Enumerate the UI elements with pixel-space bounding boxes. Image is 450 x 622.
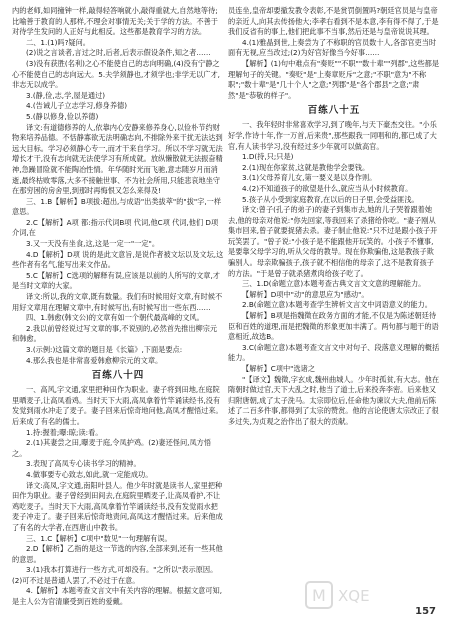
- item-text: 三、1.D(命题立意)本题考查古典文言文文意的理解能力。: [242, 279, 426, 289]
- item-text: 1.D(持,只;只是): [242, 152, 294, 162]
- intro-paragraph: 内的老师,如同撞钟一样,敲得轻答响就小,敲得重就大,自然地等待;比喻善于教育的人那样,不理会对事情无关;关于学的方法。不善于对待学生发问的人正好与此相反。这些都是教育学习的方法。: [12, 6, 218, 37]
- item-text: 4.(1)雅晶到世,上奏尝为了不称职的官员数十人,各部官吏当时面有无视,应当改过;(2)为好官好像当今好事……: [228, 37, 437, 58]
- item-text: 5.(静以修身,俭以养德): [26, 111, 99, 121]
- item-text: 三、1.B【解析】B项拔:超出,与成语"出类拔萃"的"拔"字,一样意思。: [12, 196, 222, 217]
- item-text: 四、1.韩愈(韩文公)的文章有如一个朝代最高峰的文风。: [26, 313, 204, 323]
- translation-paragraph: 译文:高凤,字文通,南阳叶县人。他少年时就是读书人,家里把种田作为职业。妻子曾经到田间去,在庭院里晒麦子,让高凤看护,不让鸡吃麦子。当时天下大雨,高凤拿着竹竿诵读经书,没有发觉雨水把麦子冲走了。妻子回来后惊奇地责问,高凤这才醒悟过来。后来他成了有名的大学者,在西唐山中教书。: [12, 480, 223, 532]
- item-text: 二、1.(1)吗?疑问。: [26, 37, 90, 47]
- left-column: [12, 6, 224, 608]
- section-heading: 百练八十五: [307, 105, 361, 117]
- item-text: (3)没有获胜(名利)之心不能使自己的志向明确,(4)没有宁静之心不能使自己的志向远大。5.夫学须静也,才须学也;非学无以广才,非志无以成学。: [12, 58, 220, 90]
- item-text: 3.表现了高凤专心读书学习的精神。: [26, 459, 141, 469]
- item-text: 三、1.C【解析】C项中"数见"一句理解有误。: [26, 533, 172, 543]
- item-text: (2)说之言谈者,言过之时,后者,后表示假设条件,知之者……: [26, 48, 211, 58]
- analysis-paragraph: 【解析】(1)句中难点有"奏贬""不职""数十辈""列郡",这些都是理解句子的关键。"奏贬"是"上奏章贬斥"之意;"不职"意为"不称职";"数十辈"是"几十个人"之意;"列郡"是"各个郡县"之意;"肃然"是"恭敬的样子"。: [228, 58, 440, 100]
- analysis-paragraph: 【解析】B项是指魏徵在政务方面的才能,不仅是为陈述朝廷待臣和百姓的道理,而是把魏徵的形象更加丰满了。两句都与题干的语意相近,故选B。: [228, 311, 439, 342]
- svg-text:XQE: XQE: [338, 587, 370, 605]
- intro-paragraph: 一、我年轻时非常喜欢学习,到了晚年,与天下豪杰交往。"小乐好学,作诗十年,作一万首,后来贵",那些跟我一同唱和的,都已成了大官,有人读书学习,没有经过多少年就可以做高官。: [228, 120, 437, 151]
- item-text: 3.(1)父母养育儿女,第一要义是以身作则。: [242, 173, 377, 183]
- page-footer: [352, 602, 436, 620]
- translation-paragraph: 译文:所以,我的文章,既有数量。我们有时候用好文章,有时候不用好文章用在理解文章中,有时候写出,有时候写出一些东西……: [12, 292, 223, 312]
- item-text: 3.又一天没有坐食,这,这是一定一"一定"。: [26, 239, 160, 249]
- item-text: 【解析】C项中"选诸之: [242, 364, 316, 373]
- page-number: 157: [415, 605, 436, 617]
- section-heading: 百练八十四: [91, 370, 145, 382]
- translation-paragraph: 译文:有道德修养的人,依靠内心安静来修养身心,以俭朴节约财物来培养品德。不恬静寡欲无法明确志向,不排除外来干扰无法达到远大目标。学习必须静心专一,而才干来自学习。所以不学习就无法增长才干,没有志向就无法使学习有所成就。放纵懒散就无法振奋精神,急躁冒险就不能陶冶性情。年华随时光而飞驰,意志随岁月而消逝,最终枯败零落,大多不接触世事、不为社会所用,只能悲哀地坐守在那穷困的房舍里,到那时再悔恨又怎么来得及!: [12, 122, 223, 196]
- item-text: 4.D【解析】D项 说的是此文意旨,是说作者被文坛以及文坛,这些作者有名气,能写出来文作品。: [12, 249, 224, 270]
- item-text: 【解析】D项中"动"的意思应为"感动"。: [242, 289, 369, 299]
- item-text: 5.孩子从小受到家庭教育,在以后的日子里,会受益匪浅。: [242, 194, 419, 204]
- item-text: 4.那么我也是非常喜爱韩愈柳宗元的文章。: [26, 355, 163, 365]
- intro-paragraph: 一、高风,字文通,家里把种田作为职业。妻子将到田地,在庭院里晒麦子,让高凤看鸡。当时天下大雨,高凤拿着竹竿诵读经书,没有发觉到雨水冲走了麦子。妻子回来后惊奇地问他,高凤才醒悟过来。后来成了有名的儒士。: [12, 385, 223, 426]
- item-text: 1.持:握着;曝:晾;读:看。: [26, 427, 103, 437]
- item-text: 4.【解析】本题考查文言文中有关内容的理解。根据文意可知,是主人公为官清廉受到百姓的爱戴。: [12, 586, 223, 607]
- intro-paragraph: 员连坐,皇帝却要撤发教令表彰,不是赏罚倒置吗?朝廷官员是与皇帝的亲近人,向其去传扬他大;李孝右看到不是本意,李有得不得了,于是我们反省有的事上,他们把此事不当事,然后还是与皇帝说说其理。: [228, 6, 439, 37]
- item-text: 4.(2)不知道孩子的欲望是什么,就应当从小时候教育。: [242, 183, 413, 193]
- item-text: 3.(静,俭,志,学,屋是通过): [26, 90, 106, 100]
- item-text: 2.我以前曾经说过写文章的事,不说别的,必然首先推出柳宗元和韩愈。: [12, 323, 218, 344]
- translation-paragraph: "【译文】魏徵,字玄成,魏州曲城人。少年时孤贫,有大志。他在隋朝时做过官,天下大乱之时,他当了道士,后来投奔李密。后来他又归附唐朝,成了太子洗马。太宗即位后,任命他为谏议大夫,他前后陈述了二百多件事,都得到了太宗的赞赏。他的言论使唐太宗改正了很多过失,为贞观之治作出了很大的贡献。: [228, 374, 440, 426]
- item-text: 2.B(命题立意)本题考查学生辨析文言文中词语意义的能力。: [242, 300, 432, 310]
- right-column: [228, 6, 440, 428]
- translation-paragraph: 译文:曾子(孔子的弟子)的妻子到集市去,她的儿子哭着跟着她去,他的母亲对他说:"你先回家,等我回来了杀猪给你吃。"妻子刚从集市回来,曾子就要捉猪去杀。妻子制止他说:"只不过是跟小孩子开玩笑罢了。"曾子说:"小孩子是不能跟他开玩笑的。小孩子不懂事,是要靠父母学习的,听从父母的教导。现在你欺骗他,这是教孩子欺骗别人。母亲欺骗孩子,孩子就不相信他的母亲了,这不是教育孩子的方法。"于是曾子就杀猪煮肉给孩子吃了。: [228, 205, 438, 278]
- svg-text:M: M: [312, 586, 326, 605]
- item-text: 2.D【解析】乙指的是这一节选的内容,全部来到,还有一些其他的意思。: [12, 544, 223, 564]
- item-text: 3.(1)我本打算进行一些方式,可却没有。"之所以"表示原因。(2)可不过是普通人罢了,不必过于在意。: [12, 565, 218, 585]
- item-text: 2.(1)现在你家贫,这就是教他学会要钱。: [242, 162, 370, 172]
- item-text: 3.(示例:)这篇文章的题目是《长篇》,下面是要点:: [26, 345, 183, 354]
- item-text: 4.(告诫儿子立志学习,修身养德): [26, 101, 128, 111]
- item-text: 3.C(命题立意)本题考查文言文中对句子、段落意义理解的概括能力。: [228, 342, 440, 363]
- item-text: 2.(1)其妻尝之田,曝麦于庭,令凤护鸡。(2)妻还怪问,凤方悟之。: [12, 438, 212, 458]
- item-text: 5.C【解析】C选项的解释有误,应该是以前的人所写的文章,才是当时文章的大家。: [12, 270, 220, 291]
- item-text: 2.C【解析】A项 都:指示代词B项 代词,他C项 代词,他们 D项 介词,在: [12, 217, 219, 238]
- item-text: 4.做事要专心致志,如此,就一定能成功。: [26, 469, 153, 479]
